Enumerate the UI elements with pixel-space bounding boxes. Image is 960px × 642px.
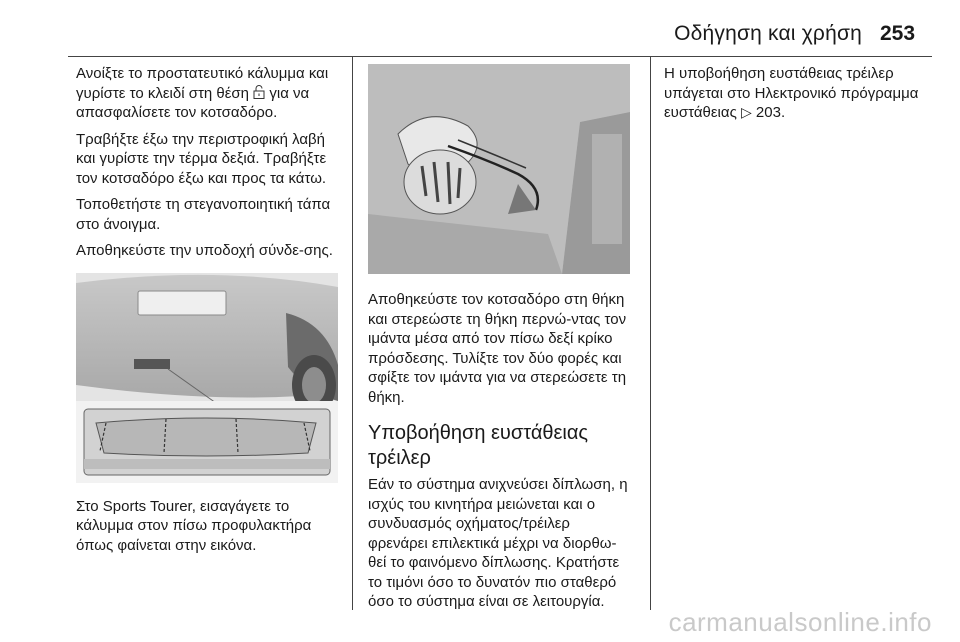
paragraph-esp-reference: Η υποβοήθηση ευστάθειας τρέιλερ υπάγεται στο Ηλεκτρονικό πρόγραμμα ευστάθειας ▷ 203. (664, 65, 919, 121)
header-rule (68, 56, 932, 57)
section-heading: Υποβοήθηση ευστάθειας τρέιλερ (368, 422, 589, 469)
column-3 (664, 64, 934, 130)
header-title: Οδήγηση και χρήση (674, 22, 862, 45)
watermark: carmanualsonline.info (668, 607, 932, 637)
column-2 (368, 64, 632, 619)
paragraph-unlock: Ανοίξτε το προστατευτικό κάλυμμα και γυρίστε το κλειδί στη θέση για να απασφαλίσετε τον κοτσαδόρο. (76, 65, 329, 121)
page-number: 253 (880, 22, 916, 45)
paragraph-seal-cap: Τοποθετήστε τη στεγανοποιητική τάπα στο άνοιγμα. (76, 196, 331, 233)
page-reference-arrow-icon: ▷ (740, 104, 752, 120)
paragraph-trailer-stability: Εάν το σύστημα ανιχνεύσει δίπλωση, η ισχύς του κινητήρα μειώνεται και ο συνδυασμός οχήματος/τρέιλερ φρενάρει επιλεκτικά μέχρι να διορθω-θεί το φαινόμενο δίπλωσης. Κρατήστε το τιμόνι όσο το δυνατόν πιο σταθερό όσο το σύστημα είναι σε λειτουργία. (368, 476, 628, 610)
bumper-cover-illustration (76, 273, 338, 483)
tow-bar-storage-illustration (368, 64, 630, 274)
paragraph-store-tow-bar: Αποθηκεύστε τον κοτσαδόρο στη θήκη και στερεώστε τη θήκη περνώ-ντας τον ιμάντα μέσα από τον πίσω δεξί κρίκο πρόσδεσης. Τυλίξτε τον δύο φορές και σφίξτε τον ιμάντα για να στερεώσετε τη θήκη. (368, 291, 627, 406)
column-divider-1 (352, 56, 353, 610)
esp-page-reference[interactable]: 203. (755, 104, 786, 121)
paragraph-store-socket: Αποθηκεύστε την υποδοχή σύνδε-σης. (76, 242, 333, 259)
column-1 (76, 64, 344, 562)
figure-caption: Στο Sports Tourer, εισαγάγετε το κάλυμμα στον πίσω προφυλακτήρα όπως φαίνεται στην εικόνα. (76, 497, 312, 554)
paragraph-pull-knob: Τραβήξτε έξω την περιστροφική λαβή και γυρίστε την τέρμα δεξιά. Τραβήξτε τον κοτσαδόρο έξω και προς τα κάτω. (76, 130, 327, 187)
column-divider-2 (650, 56, 651, 610)
unlock-icon (253, 85, 265, 98)
